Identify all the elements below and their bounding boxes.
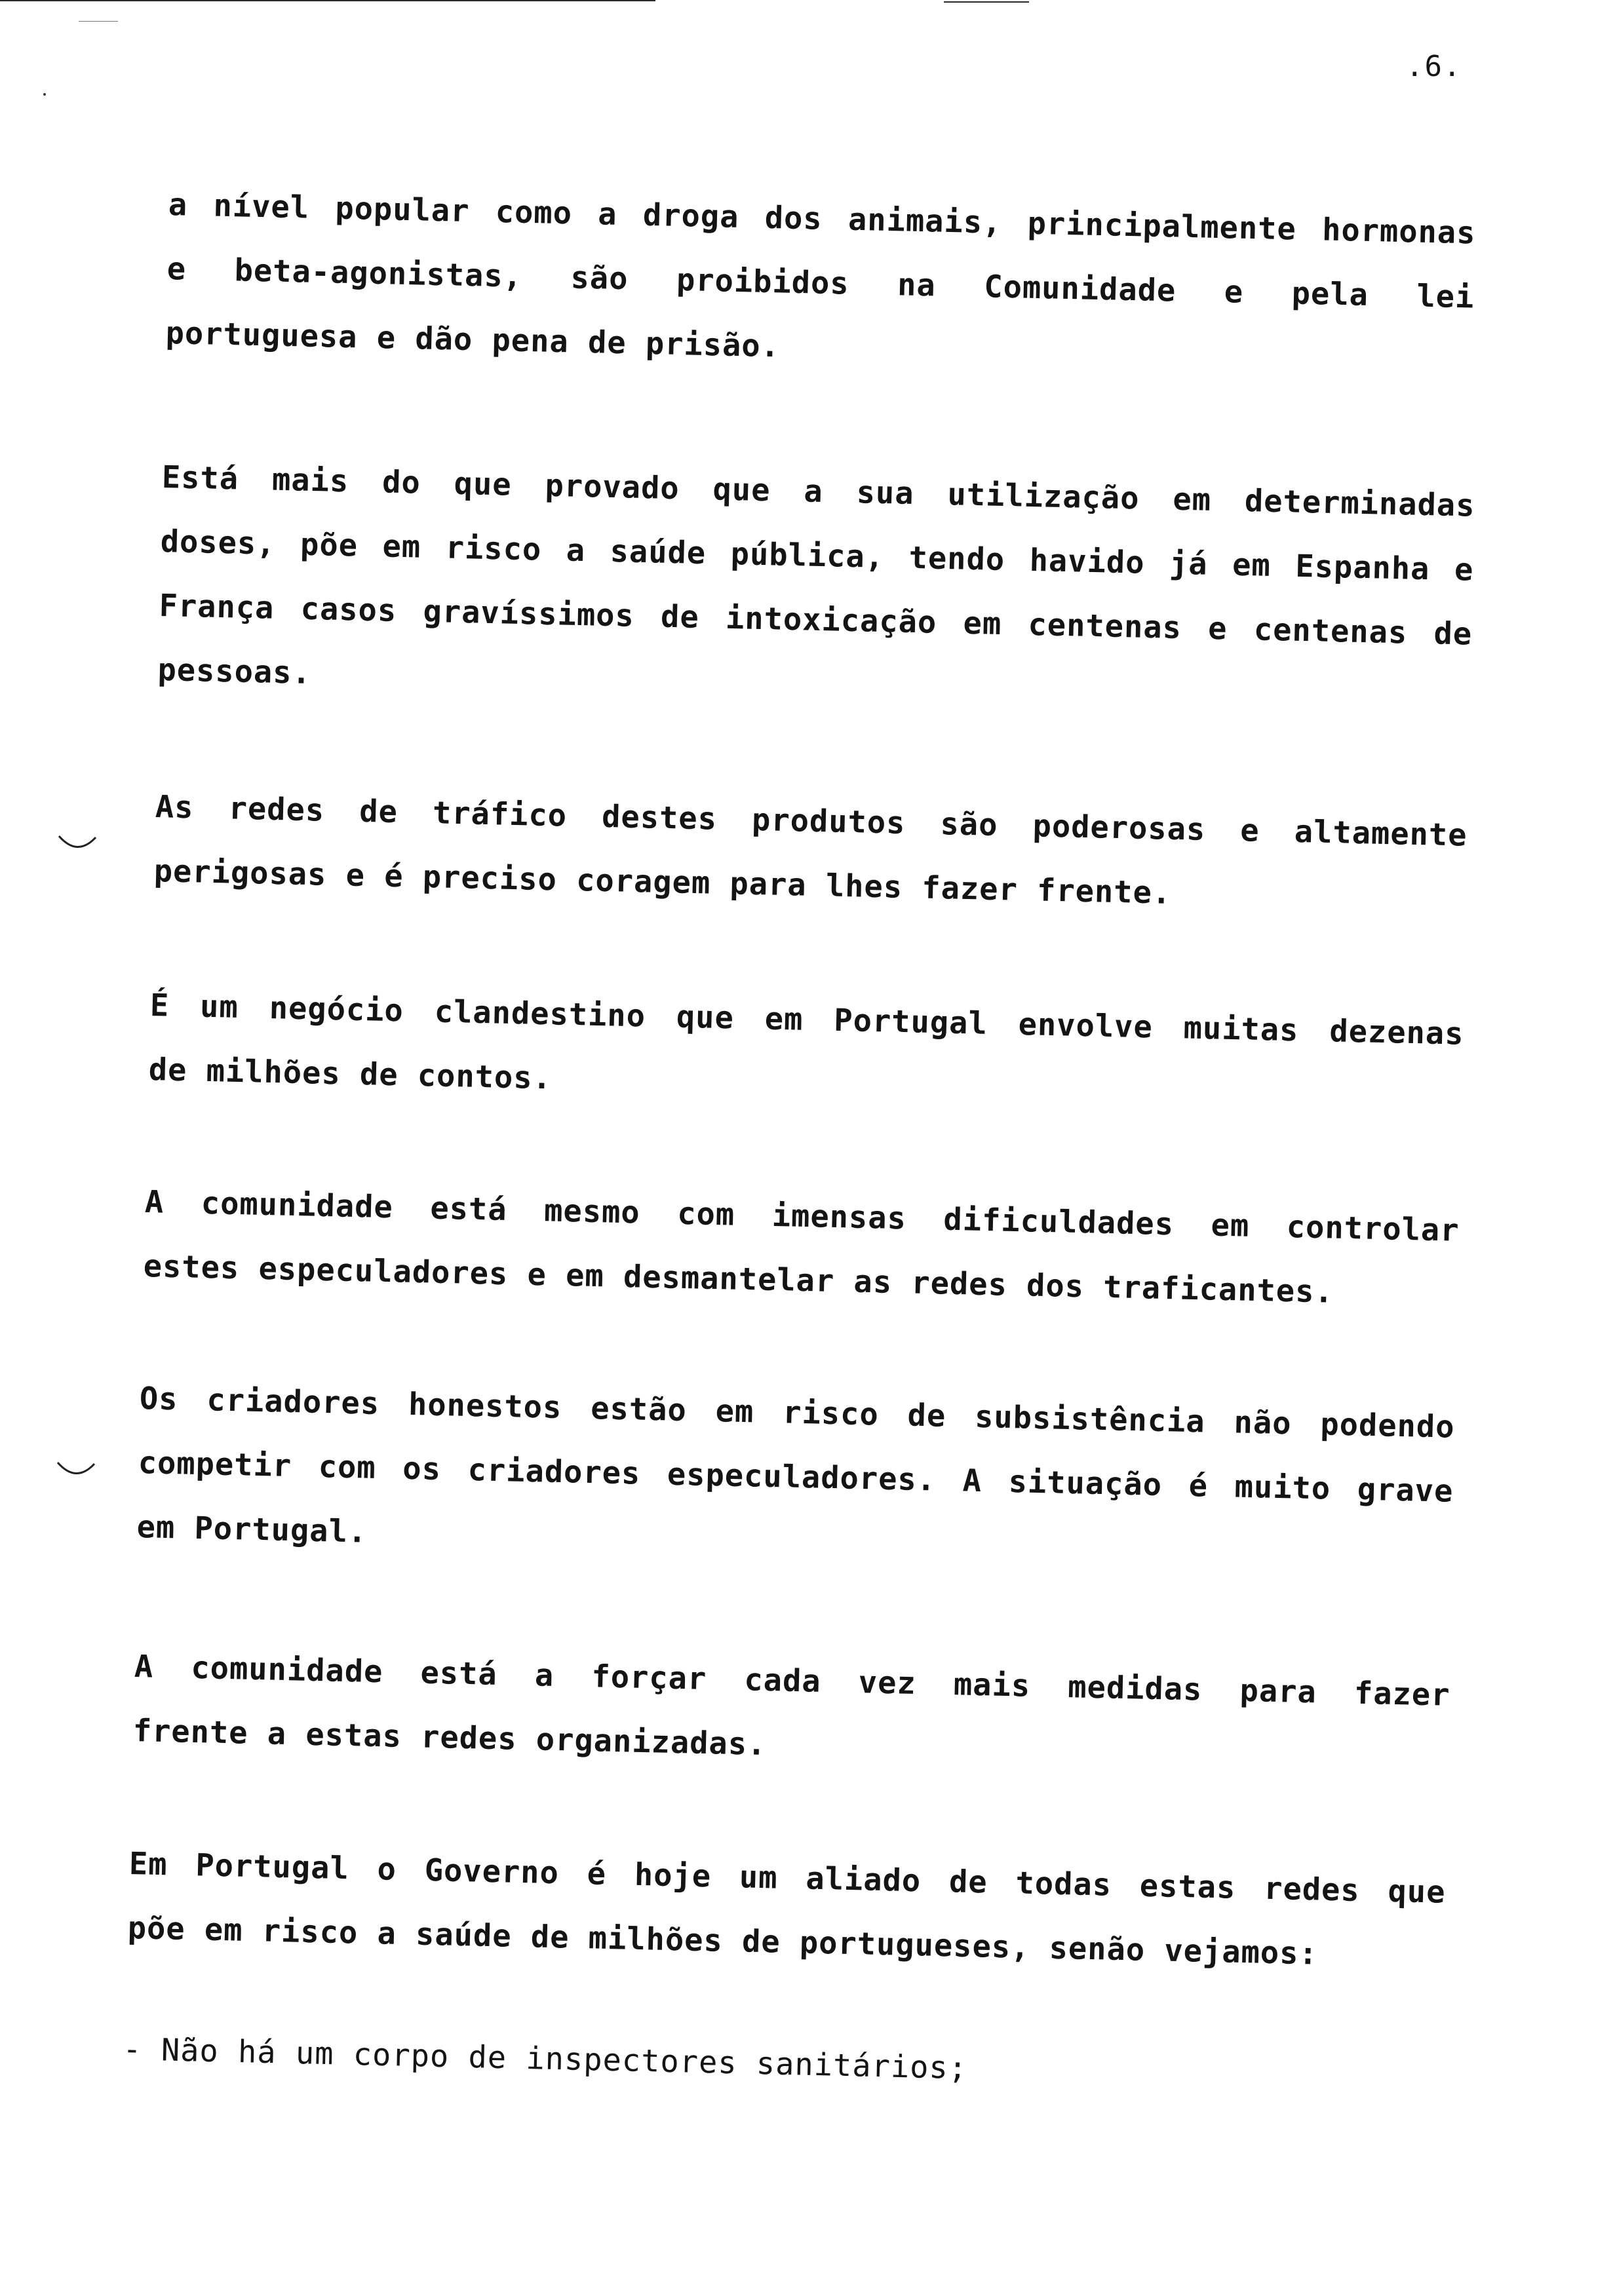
paragraph-line: É um negócio clandestino que em Portugal envolve muitas dezenas bbox=[149, 987, 1465, 1052]
scan-speck bbox=[43, 93, 46, 96]
paragraph-line: portuguesa e dão pena de prisão. bbox=[165, 315, 781, 365]
paragraph-8 bbox=[127, 1832, 1447, 1989]
paragraph-line: pessoas. bbox=[157, 651, 312, 692]
paragraph-line: perigosas e é preciso coragem para lhes fazer frente. bbox=[153, 852, 1172, 911]
margin-bracket-mark bbox=[56, 1460, 96, 1482]
paragraph-line: de milhões de contos. bbox=[148, 1051, 553, 1097]
paragraph-line: em Portugal. bbox=[136, 1508, 368, 1550]
paragraph-line: a nível popular como a droga dos animais, principalmente hormonas bbox=[168, 186, 1477, 252]
page-number: .6. bbox=[1406, 50, 1462, 83]
paragraph-line: A comunidade está mesmo com imensas dificuldades em controlar bbox=[144, 1183, 1460, 1249]
paragraph-line: As redes de tráfico destes produtos são poderosas e altamente bbox=[155, 788, 1468, 854]
paragraph-3 bbox=[153, 775, 1468, 932]
paragraph-line: doses, põe em risco a saúde pública, tendo havido já em Espanha e bbox=[160, 523, 1474, 588]
paragraph-line: Está mais do que provado que a sua utilização em determinadas bbox=[161, 459, 1476, 524]
scan-top-line-3 bbox=[79, 21, 118, 22]
paragraph-line: frente a estas redes organizadas. bbox=[132, 1712, 767, 1763]
bullet-item: - Não há um corpo de inspectores sanitários; bbox=[122, 2031, 968, 2087]
paragraph-line: A comunidade está a forçar cada vez mais medidas para fazer bbox=[134, 1648, 1451, 1713]
paragraph-line: competir com os criadores especuladores. A situação é muito grave bbox=[138, 1444, 1454, 1510]
paragraph-5 bbox=[143, 1170, 1460, 1328]
paragraph-line: França casos gravíssimos de intoxicação em centenas e centenas de bbox=[159, 587, 1473, 653]
paragraph-1 bbox=[165, 173, 1477, 394]
paragraph-line: e beta-agonistas, são proibidos na Comunidade e pela lei bbox=[166, 250, 1475, 316]
paragraph-4 bbox=[148, 974, 1465, 1131]
paragraph-line: estes especuladores e em desmantelar as redes dos traficantes. bbox=[143, 1248, 1334, 1311]
paragraph-line: Em Portugal o Governo é hoje um aliado de todas estas redes que bbox=[128, 1845, 1447, 1911]
paragraph-line: põe em risco a saúde de milhões de portugueses, senão vejamos: bbox=[127, 1909, 1319, 1972]
scan-top-line bbox=[0, 0, 655, 1]
margin-bracket-mark bbox=[58, 833, 97, 856]
paragraph-2 bbox=[157, 446, 1475, 731]
paragraph-6 bbox=[136, 1367, 1456, 1588]
paragraph-7 bbox=[132, 1635, 1451, 1792]
paragraph-line: Os criadores honestos estão em risco de subsistência não podendo bbox=[139, 1380, 1456, 1445]
scan-top-line-2 bbox=[944, 1, 1029, 3]
